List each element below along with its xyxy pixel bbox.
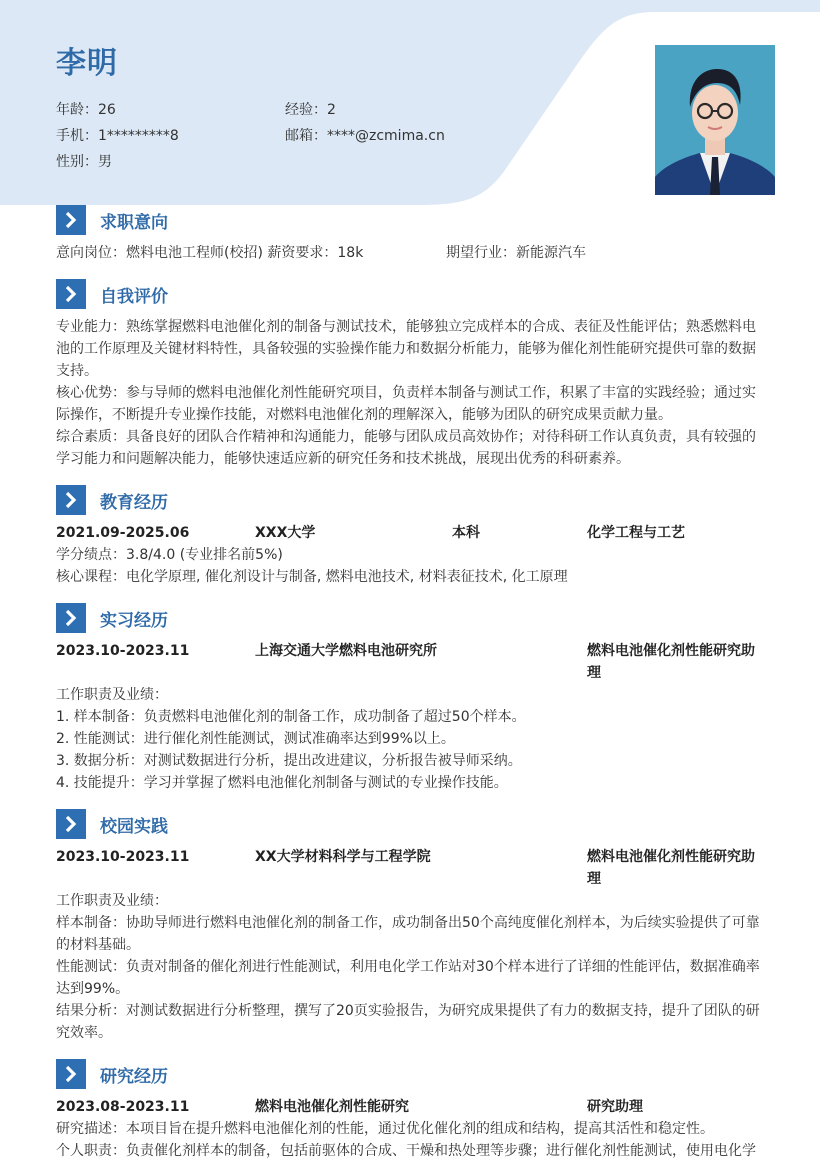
section-research (56, 1058, 766, 1160)
section-title: 研究经历 (100, 1066, 168, 1087)
chevron-right-icon (56, 205, 86, 235)
section-title: 校园实践 (100, 816, 168, 837)
research-project: 燃料电池催化剂性能研究 (255, 1099, 409, 1115)
info-value: 1*********8 (98, 128, 179, 144)
profile-photo (655, 45, 775, 195)
internship-row (56, 640, 766, 684)
intent-salary: 薪资要求：18k (267, 245, 364, 261)
info-gender (56, 153, 112, 171)
info-value: ****@zcmima.cn (327, 128, 445, 144)
resume-header (0, 0, 820, 205)
section-title: 自我评价 (100, 286, 168, 307)
self-eval-paragraph: 专业能力：熟练掌握燃料电池催化剂的制备与测试技术，能够独立完成样本的合成、表征及性能评估；熟悉燃料电池的工作原理及关键材料特性，具备较强的实验操作能力和数据分析能力，能够为催化剂性能研究提供可靠的数据支持。 (56, 319, 756, 379)
education-row (56, 522, 766, 544)
education-gpa: 学分绩点：3.8/4.0 (专业排名前5%) (56, 547, 283, 563)
intent-position-salary (56, 242, 446, 264)
internship-org: 上海交通大学燃料电池研究所 (255, 643, 437, 659)
self-eval-paragraph: 核心优势：参与导师的燃料电池催化剂性能研究项目，负责样本制备与测试工作，积累了丰富的实践经验；通过实际操作，不断提升专业操作技能，对燃料电池催化剂的理解深入，能够为团队的研究成果贡献力量。 (56, 385, 756, 423)
section-title: 实习经历 (100, 610, 168, 631)
job-intent-row (56, 242, 766, 264)
campus-line: 样本制备：协助导师进行燃料电池催化剂的制备工作，成功制备出50个高纯度催化剂样本，为后续实验提供了可靠的材料基础。 (56, 915, 760, 953)
candidate-name: 李明 (56, 46, 118, 81)
section-header (56, 278, 766, 310)
research-date: 2023.08-2023.11 (56, 1099, 190, 1115)
section-education (56, 484, 766, 588)
self-eval-body (56, 316, 766, 470)
campus-date: 2023.10-2023.11 (56, 849, 190, 865)
education-degree: 本科 (452, 525, 480, 541)
info-label: 性别： (56, 154, 98, 170)
intent-industry: 期望行业：新能源汽车 (446, 245, 586, 261)
section-header (56, 808, 766, 840)
chevron-right-icon (56, 485, 86, 515)
research-line: 个人职责：负责催化剂样本的制备，包括前驱体的合成、干燥和热处理等步骤；进行催化剂性能测试，使用电化学 (56, 1143, 756, 1159)
education-school: XXX大学 (255, 525, 316, 541)
internship-line: 工作职责及业绩： (56, 687, 168, 703)
info-experience (285, 101, 336, 119)
campus-line: 结果分析：对测试数据进行分析整理，撰写了20页实验报告，为研究成果提供了有力的数据支持，提升了团队的研究效率。 (56, 1003, 760, 1041)
info-value: 男 (98, 154, 112, 170)
campus-org: XX大学材料科学与工程学院 (255, 849, 431, 865)
campus-line: 工作职责及业绩： (56, 893, 168, 909)
info-label: 邮箱： (285, 128, 327, 144)
internship-role: 燃料电池催化剂性能研究助理 (587, 643, 755, 681)
campus-line: 性能测试：负责对制备的催化剂进行性能测试，利用电化学工作站对30个样本进行了详细的性能评估，数据准确率达到99%。 (56, 959, 760, 997)
intent-position: 意向岗位：燃料电池工程师(校招) (56, 245, 263, 261)
internship-date: 2023.10-2023.11 (56, 643, 190, 659)
campus-details (56, 890, 766, 1044)
section-header (56, 1058, 766, 1090)
research-details (56, 1118, 766, 1160)
research-role: 研究助理 (587, 1099, 643, 1115)
info-phone (56, 127, 179, 145)
section-self-evaluation (56, 278, 766, 470)
internship-details (56, 684, 766, 794)
section-header (56, 602, 766, 634)
info-label: 手机： (56, 128, 98, 144)
internship-line: 1. 样本制备：负责燃料电池催化剂的制备工作，成功制备了超过50个样本。 (56, 709, 526, 725)
section-title: 教育经历 (100, 492, 168, 513)
info-value: 26 (98, 102, 116, 118)
info-label: 年龄： (56, 102, 98, 118)
education-details (56, 544, 766, 588)
section-title: 求职意向 (100, 212, 168, 233)
internship-line: 4. 技能提升：学习并掌握了燃料电池催化剂制备与测试的专业操作技能。 (56, 775, 508, 791)
internship-line: 2. 性能测试：进行催化剂性能测试，测试准确率达到99%以上。 (56, 731, 455, 747)
chevron-right-icon (56, 809, 86, 839)
chevron-right-icon (56, 1059, 86, 1089)
education-major: 化学工程与工艺 (587, 525, 685, 541)
chevron-right-icon (56, 603, 86, 633)
section-internship (56, 602, 766, 794)
section-job-intent (56, 204, 766, 264)
campus-row (56, 846, 766, 890)
section-header (56, 484, 766, 516)
research-row (56, 1096, 766, 1118)
self-eval-paragraph: 综合素质：具备良好的团队合作精神和沟通能力，能够与团队成员高效协作；对待科研工作认真负责，具有较强的学习能力和问题解决能力，能够快速适应新的研究任务和技术挑战，展现出优秀的科研素养。 (56, 429, 756, 467)
section-campus (56, 808, 766, 1044)
campus-role: 燃料电池催化剂性能研究助理 (587, 849, 755, 887)
education-courses: 核心课程：电化学原理, 催化剂设计与制备, 燃料电池技术, 材料表征技术, 化工原理 (56, 569, 568, 585)
info-age (56, 101, 116, 119)
research-line: 研究描述：本项目旨在提升燃料电池催化剂的性能，通过优化催化剂的组成和结构，提高其活性和稳定性。 (56, 1121, 714, 1137)
chevron-right-icon (56, 279, 86, 309)
education-date: 2021.09-2025.06 (56, 525, 190, 541)
info-email (285, 127, 445, 145)
info-value: 2 (327, 102, 336, 118)
resume-content (56, 204, 766, 1160)
section-header (56, 204, 766, 236)
info-label: 经验： (285, 102, 327, 118)
internship-line: 3. 数据分析：对测试数据进行分析，提出改进建议，分析报告被导师采纳。 (56, 753, 522, 769)
